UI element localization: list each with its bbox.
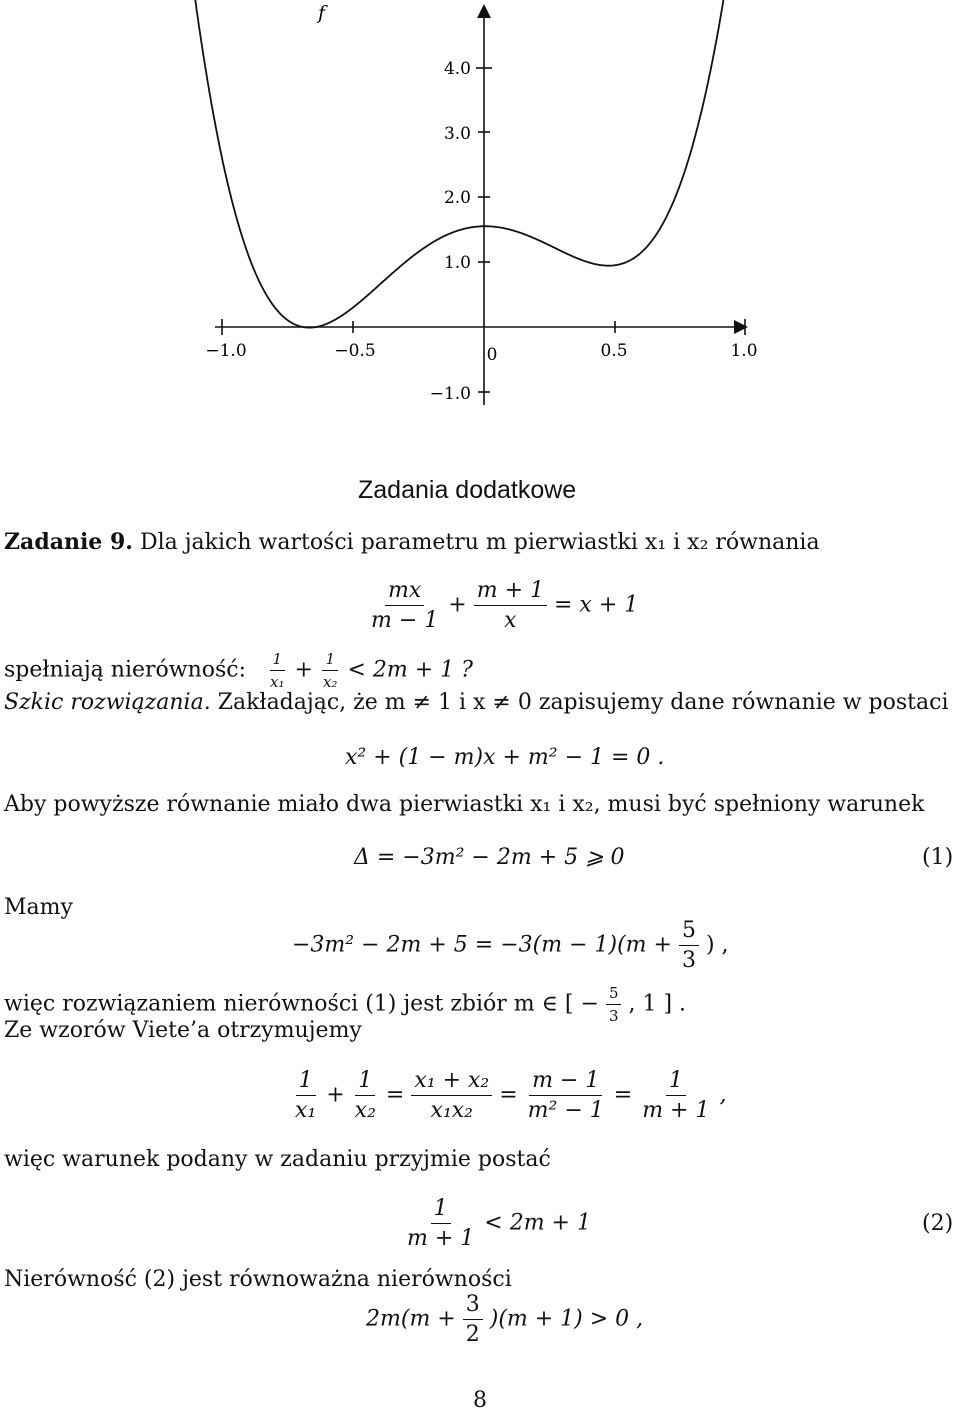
frac-numerator: 1 bbox=[666, 1068, 686, 1096]
x-tick-label: 0.5 bbox=[600, 341, 628, 361]
frac-numerator: 1 bbox=[322, 650, 338, 671]
frac-denominator: 3 bbox=[681, 948, 696, 973]
section-title: Zadania dodatkowe bbox=[358, 476, 577, 504]
mamy-text: Mamy bbox=[4, 895, 73, 920]
condition-rhs: < 2m + 1 bbox=[484, 1210, 591, 1236]
frac-denominator: 3 bbox=[608, 1007, 619, 1025]
x-tick-label: 0 bbox=[486, 345, 498, 365]
frac-denominator: x₁x₂ bbox=[430, 1098, 473, 1123]
comma: , bbox=[719, 1082, 727, 1108]
frac-numerator: 1 bbox=[355, 1068, 375, 1096]
equation-rhs: = x + 1 bbox=[554, 592, 639, 618]
frac-numerator: 1 bbox=[296, 1068, 316, 1096]
frac-denominator: m − 1 bbox=[371, 608, 439, 633]
quadratic-equation: x² + (1 − m)x + m² − 1 = 0 . bbox=[345, 745, 665, 770]
problem-line bbox=[4, 529, 820, 555]
frac-numerator: x₁ + x₂ bbox=[411, 1068, 492, 1096]
frac-numerator: 5 bbox=[606, 984, 622, 1005]
delta-equation: Δ = −3m² − 2m + 5 ⩾ 0 bbox=[354, 845, 625, 870]
frac-denominator: m + 1 bbox=[642, 1098, 710, 1123]
y-tick-label: 3.0 bbox=[443, 124, 471, 144]
x-tick-label: −0.5 bbox=[334, 341, 376, 361]
solution-text: więc rozwiązaniem nierówności (1) jest zbiór m ∈ bbox=[4, 991, 558, 1017]
y-tick-label: 4.0 bbox=[443, 59, 471, 79]
sketch-text: Zakładając, że m ≠ 1 i x ≠ 0 zapisujemy dane równanie w postaci bbox=[217, 690, 949, 715]
equals-sign: = bbox=[385, 1082, 405, 1108]
factor-equation bbox=[292, 918, 729, 973]
viete-intro: Ze wzorów Viete’a otrzymujemy bbox=[4, 1018, 362, 1043]
frac-numerator: 1 bbox=[431, 1196, 451, 1224]
frac-numerator: m − 1 bbox=[529, 1068, 602, 1096]
frac-numerator: 5 bbox=[679, 918, 699, 946]
function-label: f bbox=[318, 2, 326, 24]
condition-intro: więc warunek podany w zadaniu przyjmie postać bbox=[4, 1147, 551, 1172]
y-tick-label: 1.0 bbox=[443, 253, 471, 273]
factor-left: −3m² − 2m + 5 = −3(m − 1)(m + bbox=[292, 932, 672, 958]
factor-right: ) , bbox=[705, 932, 729, 958]
final-inequality bbox=[366, 1292, 643, 1347]
frac-numerator: mx bbox=[385, 578, 424, 606]
viete-equation bbox=[292, 1068, 726, 1123]
delta-intro: Aby powyższe równanie miało dwa pierwiastki x₁ i x₂, musi być spełniony warunek bbox=[4, 792, 925, 817]
frac-denominator: 2 bbox=[465, 1322, 480, 1347]
frac-numerator: m + 1 bbox=[474, 578, 547, 606]
equation-number: (2) bbox=[922, 1211, 954, 1236]
condition-prefix: spełniają nierówność: bbox=[4, 657, 247, 683]
y-tick-label: −1.0 bbox=[429, 384, 471, 404]
frac-denominator: x₁ bbox=[270, 673, 285, 691]
frac-denominator: m² − 1 bbox=[527, 1098, 604, 1123]
x-tick-label: 1.0 bbox=[730, 341, 758, 361]
final-left: 2m(m + bbox=[366, 1306, 456, 1332]
frac-denominator: x₁ bbox=[295, 1098, 317, 1123]
condition-line bbox=[4, 650, 473, 691]
frac-denominator: x bbox=[504, 608, 517, 633]
interval-right: , 1 ] . bbox=[628, 991, 687, 1017]
equation-number: (1) bbox=[922, 845, 954, 870]
plus-sign: + bbox=[448, 592, 467, 618]
equiv-intro: Nierówność (2) jest równoważna nierówności bbox=[4, 1267, 512, 1292]
frac-numerator: 3 bbox=[463, 1292, 483, 1320]
problem-text: Dla jakich wartości parametru m pierwiastki x₁ i x₂ równania bbox=[139, 530, 820, 555]
interval-left: [ − bbox=[564, 991, 599, 1017]
x-axis-arrow-icon bbox=[734, 320, 748, 334]
frac-numerator: 1 bbox=[270, 650, 286, 671]
function-curve bbox=[195, 0, 724, 328]
function-graph bbox=[0, 0, 960, 420]
condition-equation bbox=[404, 1196, 591, 1251]
frac-denominator: x₂ bbox=[322, 673, 338, 691]
y-tick-label: 2.0 bbox=[443, 188, 471, 208]
frac-denominator: x₂ bbox=[354, 1098, 376, 1123]
plus-sign: + bbox=[294, 657, 313, 683]
condition-rhs: < 2m + 1 ? bbox=[347, 657, 473, 683]
page-number: 8 bbox=[473, 1388, 487, 1413]
sketch-label: Szkic rozwiązania. bbox=[4, 690, 211, 715]
frac-denominator: m + 1 bbox=[407, 1226, 475, 1251]
main-equation bbox=[368, 578, 638, 633]
y-axis-arrow-icon bbox=[477, 4, 491, 18]
sketch-line bbox=[4, 690, 949, 715]
x-tick-label: −1.0 bbox=[205, 341, 247, 361]
problem-label: Zadanie 9. bbox=[4, 529, 133, 555]
equals-sign: = bbox=[613, 1082, 633, 1108]
equals-sign: = bbox=[499, 1082, 518, 1108]
final-right: )(m + 1) > 0 , bbox=[489, 1306, 644, 1332]
plus-sign: + bbox=[326, 1082, 345, 1108]
